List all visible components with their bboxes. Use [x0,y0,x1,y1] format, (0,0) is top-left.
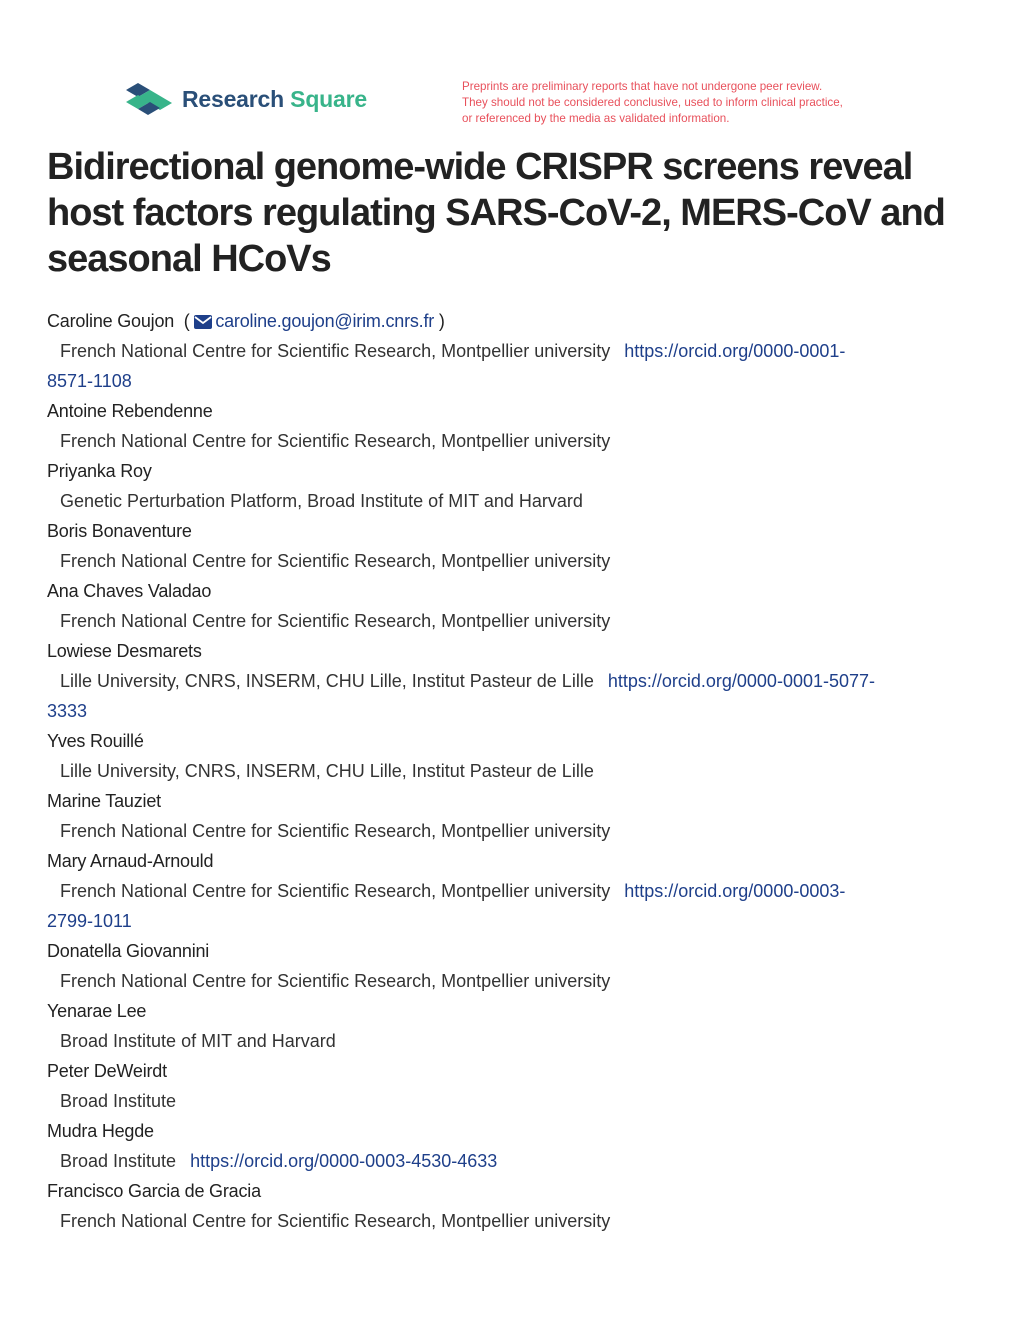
paren-close: ) [438,311,445,331]
affiliation-row [47,426,987,456]
affiliation-row [47,1026,987,1056]
author-entry [47,396,987,456]
author-name-row [47,996,987,1026]
author-name: Mudra Hegde [47,1121,154,1141]
orcid-link-continued-row [47,366,987,396]
author-name: Mary Arnaud-Arnould [47,851,214,871]
affiliation-row [47,1146,987,1176]
author-affiliation: Broad Institute of MIT and Harvard [60,1031,336,1051]
affiliation-row [47,486,987,516]
affiliation-row [47,816,987,846]
author-entry [47,1116,987,1176]
author-entry [47,786,987,846]
author-name: Yenarae Lee [47,1001,147,1021]
author-affiliation: French National Centre for Scientific Research, Montpellier university [60,971,611,991]
author-entry [47,636,987,726]
author-entry [47,1056,987,1116]
affiliation-row [47,546,987,576]
affiliation-row [47,876,987,906]
author-entry [47,306,987,396]
author-name: Ana Chaves Valadao [47,581,212,601]
orcid-link[interactable]: https://orcid.org/0000-0001- [624,341,846,361]
author-name-row [47,1116,987,1146]
author-entry [47,996,987,1056]
author-name-row [47,1056,987,1086]
author-affiliation: French National Centre for Scientific Research, Montpellier university [60,611,611,631]
notice-line: Preprints are preliminary reports that have not undergone peer review. [462,80,823,93]
author-entry [47,936,987,996]
orcid-link-continued-row [47,696,987,726]
affiliation-row [47,1206,987,1236]
author-affiliation: Genetic Perturbation Platform, Broad Institute of MIT and Harvard [60,491,583,511]
author-entry [47,576,987,636]
orcid-link[interactable]: https://orcid.org/0000-0003-4530-4633 [190,1151,498,1171]
author-entry [47,456,987,516]
paper-title: Bidirectional genome-wide CRISPR screens reveal host factors regulating SARS-CoV-2, MERS-CoV and seasonal HCoVs [47,146,945,280]
author-affiliation: Lille University, CNRS, INSERM, CHU Lille, Institut Pasteur de Lille [60,761,594,781]
research-square-logo-icon [124,82,174,116]
author-name-row [47,306,987,336]
paren-open: ( [183,311,190,331]
orcid-link-continued[interactable]: 2799-1011 [47,911,132,931]
affiliation-row [47,1086,987,1116]
author-name-row [47,786,987,816]
notice-line: or referenced by the media as validated information. [462,112,730,125]
author-entry [47,846,987,936]
preprint-notice [462,79,932,127]
author-name-row [47,396,987,426]
envelope-icon [194,315,212,329]
author-name: Antoine Rebendenne [47,401,213,421]
page-header [0,0,1020,130]
author-name: Francisco Garcia de Gracia [47,1181,261,1201]
author-affiliation: French National Centre for Scientific Research, Montpellier university [60,821,611,841]
orcid-link[interactable]: https://orcid.org/0000-0003- [624,881,846,901]
orcid-link-continued[interactable]: 8571-1108 [47,371,132,391]
affiliation-row [47,606,987,636]
orcid-link[interactable]: https://orcid.org/0000-0001-5077- [607,671,876,691]
author-name: Lowiese Desmarets [47,641,202,661]
author-name-row [47,846,987,876]
author-name: Peter DeWeirdt [47,1061,167,1081]
author-name: Yves Rouillé [47,731,144,751]
author-entry [47,726,987,786]
author-name-row [47,576,987,606]
author-affiliation: French National Centre for Scientific Research, Montpellier university [60,551,611,571]
author-name-row [47,456,987,486]
orcid-link-continued[interactable]: 3333 [47,701,88,721]
research-square-logo[interactable] [124,82,367,116]
author-name-row [47,1176,987,1206]
author-name-row [47,726,987,756]
author-affiliation: Lille University, CNRS, INSERM, CHU Lille, Institut Pasteur de Lille [60,671,594,691]
author-affiliation: French National Centre for Scientific Research, Montpellier university [60,341,611,361]
affiliation-row [47,336,987,366]
orcid-link-continued-row [47,906,987,936]
affiliation-row [47,666,987,696]
author-name-row [47,636,987,666]
author-entry [47,1176,987,1236]
author-affiliation: French National Centre for Scientific Research, Montpellier university [60,1211,611,1231]
author-entry [47,516,987,576]
author-name-row [47,936,987,966]
author-affiliation: Broad Institute [60,1151,177,1171]
author-name: Priyanka Roy [47,461,152,481]
corresponding-email-link[interactable]: caroline.goujon@irim.cnrs.fr [215,311,435,331]
affiliation-row [47,966,987,996]
logo-wordmark: Research Square [182,85,367,112]
author-name: Boris Bonaventure [47,521,192,541]
author-affiliation: French National Centre for Scientific Research, Montpellier university [60,881,611,901]
affiliation-row [47,756,987,786]
author-affiliation: Broad Institute [60,1091,177,1111]
author-affiliation: French National Centre for Scientific Research, Montpellier university [60,431,611,451]
author-name: Donatella Giovannini [47,941,210,961]
author-name: Marine Tauziet [47,791,161,811]
author-list [47,306,987,1236]
notice-line: They should not be considered conclusive, used to inform clinical practice, [462,96,843,109]
author-name: Caroline Goujon [47,311,175,331]
author-name-row [47,516,987,546]
